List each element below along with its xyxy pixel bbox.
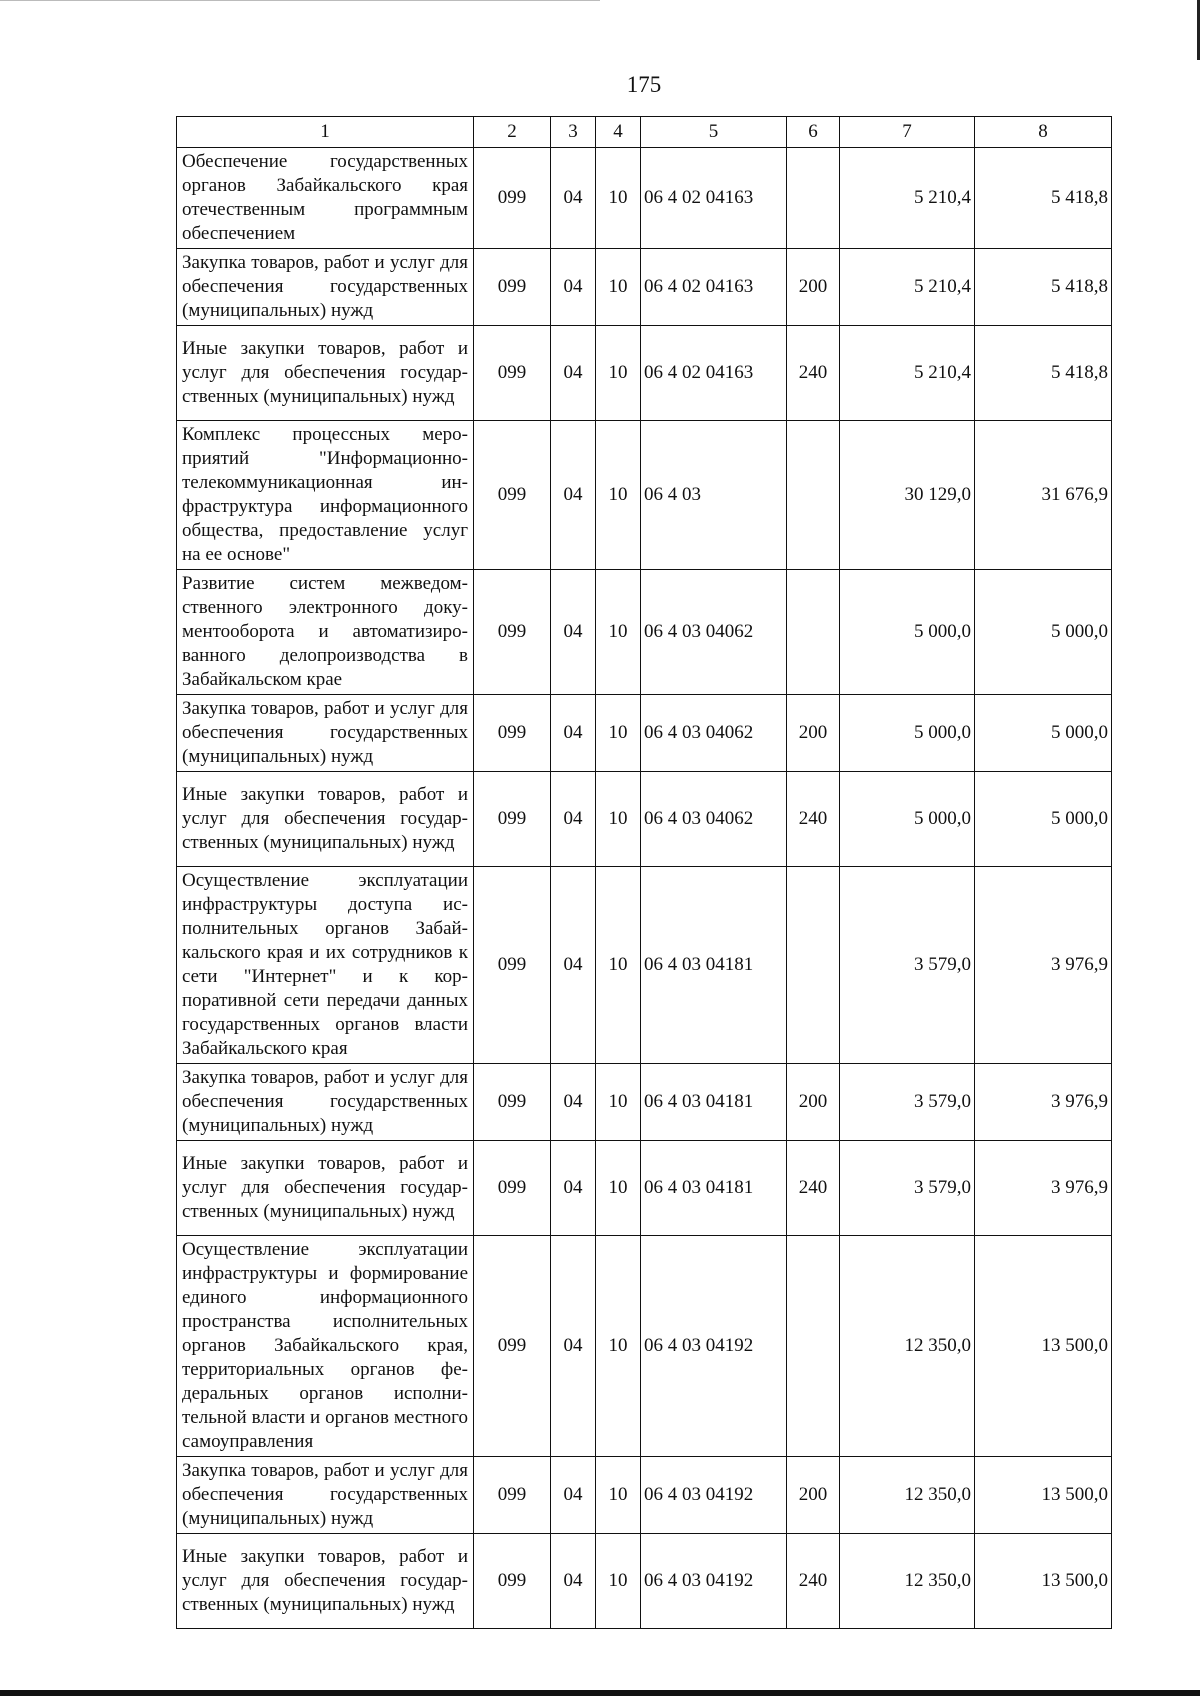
row-amount-col7: 3 579,0 <box>840 1141 975 1236</box>
row-amount-col7: 5 210,4 <box>840 148 975 249</box>
row-description: Иные закупки товаров, работ и услуг для обеспечения государственных (муниципальных) нужд <box>177 326 474 421</box>
row-subsection-code: 10 <box>596 1457 641 1534</box>
row-description: Закупка товаров, работ и услуг для обеспечения государственных (муниципальных) нужд <box>177 1064 474 1141</box>
header-col-4: 4 <box>596 117 641 148</box>
row-subsection-code: 10 <box>596 1534 641 1629</box>
row-amount-col7: 12 350,0 <box>840 1534 975 1629</box>
row-ministry-code: 099 <box>474 570 551 695</box>
row-subsection-code: 10 <box>596 421 641 570</box>
row-amount-col7: 5 000,0 <box>840 772 975 867</box>
row-target-code: 06 4 02 04163 <box>641 249 787 326</box>
row-description: Осуществление эксплуатации инфраструктуры и формирование единого информационного пространства исполнительных органов Забайкальского края, территориальных органов федеральных органов исполнительной власти и органов местного самоуправления <box>177 1236 474 1457</box>
row-amount-col8: 5 000,0 <box>975 772 1112 867</box>
row-target-code: 06 4 03 04192 <box>641 1236 787 1457</box>
row-amount-col7: 3 579,0 <box>840 867 975 1064</box>
row-description: Закупка товаров, работ и услуг для обеспечения государственных (муниципальных) нужд <box>177 1457 474 1534</box>
row-section-code: 04 <box>551 1457 596 1534</box>
row-amount-col8: 3 976,9 <box>975 1064 1112 1141</box>
table-row <box>177 772 1112 867</box>
header-col-2: 2 <box>474 117 551 148</box>
row-amount-col8: 3 976,9 <box>975 867 1112 1064</box>
row-section-code: 04 <box>551 249 596 326</box>
row-amount-col7: 5 000,0 <box>840 570 975 695</box>
row-section-code: 04 <box>551 148 596 249</box>
row-expense-type: 240 <box>787 326 840 421</box>
row-amount-col8: 5 418,8 <box>975 326 1112 421</box>
row-subsection-code: 10 <box>596 326 641 421</box>
row-ministry-code: 099 <box>474 867 551 1064</box>
row-subsection-code: 10 <box>596 695 641 772</box>
row-ministry-code: 099 <box>474 1141 551 1236</box>
row-ministry-code: 099 <box>474 1236 551 1457</box>
row-target-code: 06 4 02 04163 <box>641 148 787 249</box>
table-row <box>177 570 1112 695</box>
header-col-3: 3 <box>551 117 596 148</box>
row-section-code: 04 <box>551 1064 596 1141</box>
table-row <box>177 1141 1112 1236</box>
page-number: 175 <box>626 72 662 97</box>
row-ministry-code: 099 <box>474 695 551 772</box>
row-subsection-code: 10 <box>596 1236 641 1457</box>
row-expense-type <box>787 867 840 1064</box>
row-description: Осуществление эксплуатации инфраструктуры доступа исполнительных органов Забайкальского края и их сотрудников к сети "Интернет" и к корпоративной сети передачи данных государственных органов власти Забайкальского края <box>177 867 474 1064</box>
row-amount-col8: 5 418,8 <box>975 249 1112 326</box>
row-section-code: 04 <box>551 421 596 570</box>
row-description: Иные закупки товаров, работ и услуг для обеспечения государственных (муниципальных) нужд <box>177 772 474 867</box>
row-expense-type: 200 <box>787 695 840 772</box>
row-subsection-code: 10 <box>596 867 641 1064</box>
header-col-5: 5 <box>641 117 787 148</box>
row-section-code: 04 <box>551 326 596 421</box>
table-row <box>177 1064 1112 1141</box>
row-description: Закупка товаров, работ и услуг для обеспечения государственных (муниципальных) нужд <box>177 249 474 326</box>
row-amount-col8: 5 000,0 <box>975 695 1112 772</box>
row-expense-type: 240 <box>787 1534 840 1629</box>
table-row <box>177 1457 1112 1534</box>
row-ministry-code: 099 <box>474 421 551 570</box>
row-target-code: 06 4 03 04181 <box>641 1141 787 1236</box>
row-subsection-code: 10 <box>596 1141 641 1236</box>
row-subsection-code: 10 <box>596 148 641 249</box>
row-expense-type: 240 <box>787 772 840 867</box>
row-description: Иные закупки товаров, работ и услуг для обеспечения государственных (муниципальных) нужд <box>177 1534 474 1629</box>
row-amount-col8: 5 418,8 <box>975 148 1112 249</box>
row-amount-col8: 13 500,0 <box>975 1534 1112 1629</box>
row-amount-col8: 13 500,0 <box>975 1457 1112 1534</box>
row-subsection-code: 10 <box>596 1064 641 1141</box>
table-row <box>177 1534 1112 1629</box>
row-amount-col8: 31 676,9 <box>975 421 1112 570</box>
header-col-7: 7 <box>840 117 975 148</box>
table-row <box>177 249 1112 326</box>
row-ministry-code: 099 <box>474 1064 551 1141</box>
row-subsection-code: 10 <box>596 249 641 326</box>
row-amount-col7: 12 350,0 <box>840 1236 975 1457</box>
row-section-code: 04 <box>551 867 596 1064</box>
header-col-1: 1 <box>177 117 474 148</box>
row-description: Развитие систем межведомственного электронного документооборота и автоматизированного делопроизводства в Забайкальском крае <box>177 570 474 695</box>
row-subsection-code: 10 <box>596 772 641 867</box>
row-target-code: 06 4 03 04062 <box>641 570 787 695</box>
row-amount-col7: 5 210,4 <box>840 249 975 326</box>
header-col-6: 6 <box>787 117 840 148</box>
row-expense-type: 200 <box>787 1064 840 1141</box>
row-expense-type <box>787 421 840 570</box>
row-amount-col7: 3 579,0 <box>840 1064 975 1141</box>
row-expense-type <box>787 570 840 695</box>
row-amount-col8: 3 976,9 <box>975 1141 1112 1236</box>
row-ministry-code: 099 <box>474 249 551 326</box>
table-row <box>177 867 1112 1064</box>
row-target-code: 06 4 02 04163 <box>641 326 787 421</box>
row-ministry-code: 099 <box>474 772 551 867</box>
row-amount-col7: 30 129,0 <box>840 421 975 570</box>
row-ministry-code: 099 <box>474 1457 551 1534</box>
row-expense-type <box>787 1236 840 1457</box>
row-target-code: 06 4 03 04192 <box>641 1457 787 1534</box>
row-target-code: 06 4 03 04192 <box>641 1534 787 1629</box>
row-amount-col8: 13 500,0 <box>975 1236 1112 1457</box>
row-description: Обеспечение государственных органов Забайкальского края отечественным программным обеспечением <box>177 148 474 249</box>
row-section-code: 04 <box>551 772 596 867</box>
row-section-code: 04 <box>551 1534 596 1629</box>
row-ministry-code: 099 <box>474 326 551 421</box>
row-expense-type: 200 <box>787 249 840 326</box>
scan-bottom-bar <box>0 1690 1200 1696</box>
table-row <box>177 421 1112 570</box>
table-row <box>177 1236 1112 1457</box>
row-amount-col7: 12 350,0 <box>840 1457 975 1534</box>
row-description: Иные закупки товаров, работ и услуг для обеспечения государственных (муниципальных) нужд <box>177 1141 474 1236</box>
budget-table <box>176 116 1112 1629</box>
row-description: Закупка товаров, работ и услуг для обеспечения государственных (муниципальных) нужд <box>177 695 474 772</box>
header-col-8: 8 <box>975 117 1112 148</box>
row-target-code: 06 4 03 04181 <box>641 867 787 1064</box>
row-expense-type: 240 <box>787 1141 840 1236</box>
table-row <box>177 326 1112 421</box>
row-section-code: 04 <box>551 570 596 695</box>
row-target-code: 06 4 03 04062 <box>641 772 787 867</box>
row-section-code: 04 <box>551 1236 596 1457</box>
row-amount-col8: 5 000,0 <box>975 570 1112 695</box>
table-row <box>177 695 1112 772</box>
row-ministry-code: 099 <box>474 1534 551 1629</box>
row-amount-col7: 5 210,4 <box>840 326 975 421</box>
row-target-code: 06 4 03 04181 <box>641 1064 787 1141</box>
row-amount-col7: 5 000,0 <box>840 695 975 772</box>
row-section-code: 04 <box>551 695 596 772</box>
row-expense-type <box>787 148 840 249</box>
row-target-code: 06 4 03 04062 <box>641 695 787 772</box>
row-target-code: 06 4 03 <box>641 421 787 570</box>
row-subsection-code: 10 <box>596 570 641 695</box>
row-ministry-code: 099 <box>474 148 551 249</box>
header-row <box>177 117 1112 148</box>
row-expense-type: 200 <box>787 1457 840 1534</box>
row-section-code: 04 <box>551 1141 596 1236</box>
row-description: Комплекс процессных мероприятий "Информационно-телекоммуникационная инфраструктура информационного общества, предоставление услуг на ее основе" <box>177 421 474 570</box>
scan-top-rule <box>0 0 600 1</box>
table-row <box>177 148 1112 249</box>
